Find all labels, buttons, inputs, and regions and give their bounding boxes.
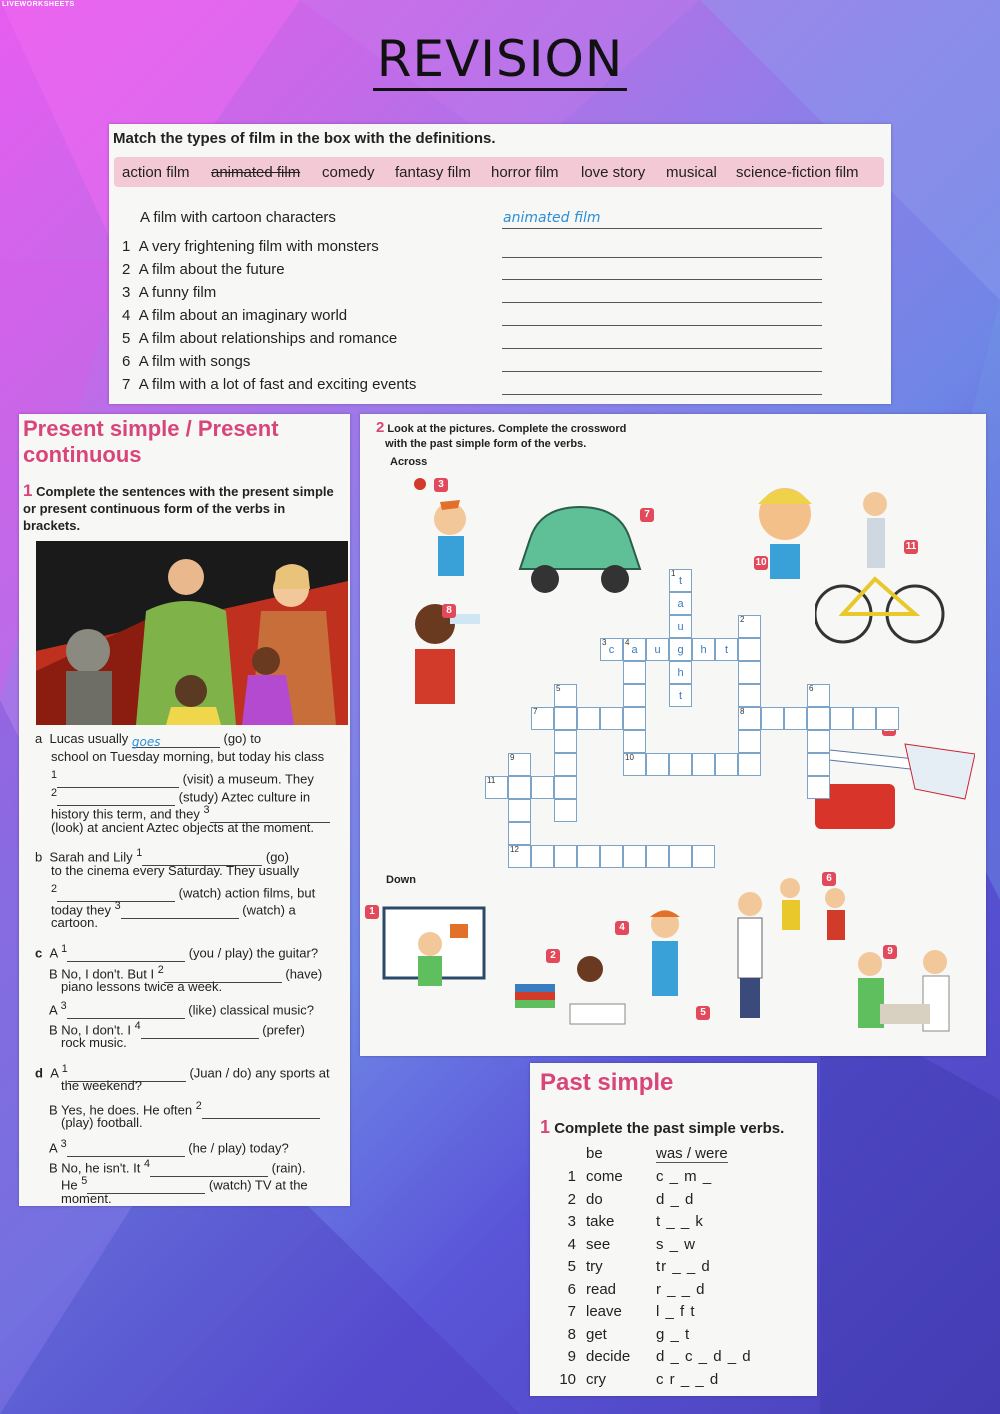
crossword-cell[interactable] [807, 753, 830, 776]
word-box-item: animated film [211, 164, 301, 181]
crossword-cell[interactable] [738, 638, 761, 661]
past-form-input[interactable]: c r _ _ d [656, 1370, 720, 1388]
crossword-cell[interactable] [738, 684, 761, 707]
past-form-input[interactable]: tr _ _ d [656, 1258, 711, 1275]
past-simple-exercise [530, 1063, 817, 1396]
crossword-cell[interactable] [646, 753, 669, 776]
page-title: REVISION [0, 30, 1000, 88]
clue-number: 11 [487, 776, 496, 785]
crossword-cell[interactable]: a [623, 638, 646, 661]
girl-eating-picture [630, 899, 700, 1009]
definition-2: 2 A film about the future [122, 261, 285, 278]
item-a-line1: a Lucas usually goes (go) to [35, 731, 262, 749]
word-box-item: comedy [322, 164, 375, 181]
clue-number: 2 [740, 615, 745, 624]
past-form-input[interactable]: l _ f t [656, 1303, 696, 1320]
crossword-cell[interactable] [508, 799, 531, 822]
crossword-cell[interactable] [554, 845, 577, 868]
item-a-line6: (look) at ancient Aztec objects at the moment. [51, 820, 315, 835]
item-a-line4: $^2$ (study) Aztec culture in [51, 787, 311, 805]
answer-input-5[interactable] [502, 348, 822, 349]
verb-row[interactable] [550, 1168, 810, 1190]
answer-input-1[interactable] [502, 257, 822, 258]
crossword-cell[interactable] [554, 799, 577, 822]
row-number: 1 [567, 1168, 576, 1185]
row-number: 7 [567, 1303, 576, 1320]
clue-number: 7 [533, 707, 538, 716]
definition-1: 1 A very frightening film with monsters [122, 238, 379, 255]
clue-number: 5 [556, 684, 561, 693]
crossword-cell[interactable] [577, 707, 600, 730]
verb-row[interactable] [550, 1281, 810, 1303]
crossword-cell[interactable] [600, 707, 623, 730]
base-verb: try [586, 1258, 603, 1275]
crossword-cell[interactable] [623, 707, 646, 730]
crossword-cell[interactable] [669, 845, 692, 868]
clue-number: 3 [602, 638, 607, 647]
verb-row[interactable] [550, 1191, 810, 1213]
example-row: be was / were [586, 1145, 728, 1162]
cyclist-picture [815, 484, 945, 654]
past-form-input[interactable]: c _ m _ [656, 1168, 713, 1185]
word-box-item: action film [122, 164, 190, 181]
crossword-exercise [360, 414, 986, 1056]
definition-4: 4 A film about an imaginary world [122, 307, 348, 324]
crossword-cell[interactable] [554, 753, 577, 776]
definition-5: 5 A film about relationships and romance [122, 330, 398, 347]
blank-input[interactable] [202, 1104, 320, 1119]
item-a-line2: school on Tuesday morning, but today his class [51, 749, 325, 764]
answer-input-4[interactable] [502, 325, 822, 326]
crossword-cell[interactable]: g [669, 638, 692, 661]
crossword-cell[interactable]: c [600, 638, 623, 661]
example-answer: animated film [503, 210, 601, 226]
answer-input-6[interactable] [502, 371, 822, 372]
picture-number: 9 [883, 945, 897, 959]
crossword-cell[interactable] [531, 776, 554, 799]
crossword-cell[interactable]: t [669, 569, 692, 592]
crossword-cell[interactable]: u [646, 638, 669, 661]
answer-input-2[interactable] [502, 279, 822, 280]
item-d-line5: A $^3$ (he / play) today? [49, 1138, 289, 1156]
row-number: 8 [567, 1325, 576, 1343]
verb-row[interactable] [550, 1236, 810, 1258]
boy-drinking-picture [390, 594, 490, 714]
word-box-item: horror film [491, 164, 559, 181]
word-box-item: fantasy film [395, 164, 471, 181]
crossword-cell[interactable]: a [669, 592, 692, 615]
film-instruction: Match the types of film in the box with the definitions. [113, 130, 496, 147]
picture-number: 2 [546, 949, 560, 963]
crossword-cell[interactable] [623, 845, 646, 868]
item-d-line7: He $^5$ (watch) TV at the [61, 1175, 308, 1193]
present-tenses-exercise [19, 414, 350, 1206]
crossword-cell[interactable]: t [715, 638, 738, 661]
row-number: 4 [567, 1235, 576, 1253]
row-number: 9 [567, 1348, 576, 1365]
row-number: 10 [559, 1370, 576, 1388]
clue-number: 6 [809, 684, 814, 693]
word-box-item: science-fiction film [736, 164, 859, 181]
museum-illustration [36, 541, 348, 725]
verb-row[interactable] [550, 1371, 810, 1393]
item-c-line4: A $^3$ (like) classical music? [49, 1000, 314, 1018]
past-form-input[interactable]: g _ t [656, 1325, 691, 1343]
picture-number: 4 [615, 921, 629, 935]
item-c-line5: B No, I don't. I $^4$ (prefer) [49, 1020, 305, 1038]
base-verb: take [586, 1213, 615, 1230]
picture-number: 8 [442, 604, 456, 618]
base-verb: come [586, 1168, 623, 1185]
studying-picture [510, 944, 630, 1034]
picture-number: 7 [640, 508, 654, 522]
across-label: Across [390, 456, 428, 468]
present-instruction: 1 Complete the sentences with the present simple or present continuous form of the verbs in brackets. [23, 481, 334, 533]
crossword-cell[interactable] [554, 730, 577, 753]
example-definition: A film with cartoon characters [140, 209, 336, 226]
base-verb: see [586, 1235, 611, 1253]
past-instruction: 1 Complete the past simple verbs. [540, 1117, 785, 1137]
crossword-cell[interactable] [738, 661, 761, 684]
picture-number: 5 [696, 1006, 710, 1020]
verb-row[interactable] [550, 1303, 810, 1325]
base-verb: do [586, 1190, 603, 1208]
film-word-box [114, 157, 884, 187]
crossword-cell[interactable] [715, 753, 738, 776]
crossword-cell[interactable] [600, 845, 623, 868]
car-picture [510, 499, 650, 614]
brand-logo: LIVEWORKSHEETS [2, 1, 75, 8]
crossword-cell[interactable] [830, 707, 853, 730]
crossword-cell[interactable]: t [669, 684, 692, 707]
row-number: 2 [567, 1190, 576, 1208]
base-verb: cry [586, 1370, 606, 1388]
base-verb: leave [586, 1303, 622, 1320]
item-d-line1: d A $^1$ (Juan / do) any sports at [35, 1063, 330, 1081]
blank-input[interactable] [121, 904, 239, 919]
clue-number: 1 [671, 569, 676, 578]
answer-line [502, 228, 822, 229]
item-d-line8: moment. [61, 1191, 112, 1206]
crossword-cell[interactable] [876, 707, 899, 730]
section-heading: Present simple / Present continuous [23, 416, 279, 467]
row-number: 5 [567, 1258, 576, 1275]
crossword-cell[interactable] [853, 707, 876, 730]
verb-row[interactable] [550, 1348, 810, 1370]
crossword-cell[interactable] [554, 776, 577, 799]
item-c-line2: B No, I don't. But I $^2$ (have) [49, 964, 323, 982]
past-form-input[interactable]: d _ d [656, 1190, 695, 1208]
item-d-line2: the weekend? [61, 1078, 142, 1093]
crossword-cell[interactable] [807, 707, 830, 730]
crossword-cell[interactable] [807, 730, 830, 753]
verb-row[interactable] [550, 1326, 810, 1348]
crossword-cell[interactable] [577, 845, 600, 868]
base-verb: decide [586, 1348, 631, 1365]
crossword-cell[interactable] [531, 845, 554, 868]
base-verb: get [586, 1325, 607, 1343]
item-b-line1: b Sarah and Lily $^1$ (go) [35, 847, 289, 865]
item-a-line5: history this term, and they $^3$ [51, 801, 330, 823]
item-a-line3: $^1$ (visit) a museum. They [51, 769, 314, 787]
definition-3: 3 A funny film [122, 284, 217, 301]
crossword-cell[interactable] [669, 753, 692, 776]
clue-number: 9 [510, 753, 515, 762]
clue-number: 12 [510, 845, 519, 854]
clue-number: 10 [625, 753, 634, 762]
picture-number: 6 [822, 872, 836, 886]
verb-row[interactable] [550, 1258, 810, 1280]
picture-number: 11 [905, 541, 917, 552]
film-types-exercise [109, 124, 891, 404]
definition-6: 6 A film with songs [122, 353, 251, 370]
past-form-input[interactable]: r _ _ d [656, 1280, 706, 1298]
crossword-cell[interactable] [623, 684, 646, 707]
verb-row[interactable] [550, 1213, 810, 1235]
crossword-cell[interactable] [738, 730, 761, 753]
crossword-cell[interactable] [508, 822, 531, 845]
down-label: Down [386, 874, 416, 886]
crossword-instruction: 2 Look at the pictures. Complete the crossword with the past simple form of the verbs. [376, 419, 627, 450]
item-c-line1: c A $^1$ (you / play) the guitar? [35, 943, 319, 961]
picture-number: 10 [755, 557, 767, 568]
item-d-line4: (play) football. [61, 1115, 143, 1130]
base-verb: read [586, 1280, 617, 1298]
item-d-line6: B No, he isn't. It $^4$ (rain). [49, 1158, 306, 1176]
definition-7: 7 A film with a lot of fast and exciting events [122, 376, 417, 393]
item-d-line3: B Yes, he does. He often $^2$ [49, 1097, 320, 1119]
crossword-cell[interactable]: u [669, 615, 692, 638]
word-box-item: musical [666, 164, 717, 181]
crossword-cell[interactable] [692, 845, 715, 868]
teacher-picture [380, 904, 490, 1004]
item-c-line6: rock music. [61, 1035, 127, 1050]
past-form-input[interactable]: t _ _ k [656, 1213, 704, 1230]
past-form-input[interactable]: s _ w [656, 1235, 697, 1253]
crossword-cell[interactable] [692, 753, 715, 776]
picture-number: 3 [434, 478, 448, 492]
section-heading: Past simple [540, 1069, 674, 1096]
clue-number: 4 [625, 638, 630, 647]
clue-number: 8 [740, 707, 745, 716]
crossword-cell[interactable] [623, 730, 646, 753]
crossword-cell[interactable] [761, 707, 784, 730]
crossword-cell[interactable] [807, 776, 830, 799]
doctor-picture [840, 944, 970, 1044]
picture-number: 1 [365, 905, 379, 919]
crossword-cell[interactable] [646, 845, 669, 868]
crossword-cell[interactable] [554, 707, 577, 730]
crossword-cell[interactable] [738, 753, 761, 776]
crossword-cell[interactable] [784, 707, 807, 730]
item-c-line3: piano lessons twice a week. [61, 979, 223, 994]
past-form-input[interactable]: d _ c _ d _ d [656, 1348, 752, 1365]
word-box-item: love story [581, 164, 646, 181]
crossword-cell[interactable]: h [692, 638, 715, 661]
row-number: 3 [567, 1213, 576, 1230]
crossword-cell[interactable] [623, 661, 646, 684]
transport-picture [815, 729, 975, 839]
item-b-line5: cartoon. [51, 915, 98, 930]
answer-input-7[interactable] [502, 394, 822, 395]
answer-goes: goes [132, 733, 220, 748]
crossword-cell[interactable]: h [669, 661, 692, 684]
item-b-line2: to the cinema every Saturday. They usually [51, 863, 300, 878]
crossword-cell[interactable] [508, 776, 531, 799]
row-number: 6 [567, 1280, 576, 1298]
blank-input[interactable] [141, 1024, 259, 1039]
answer-input-3[interactable] [502, 302, 822, 303]
item-b-line3: $^2$ (watch) action films, but [51, 883, 316, 901]
item-b-line4: today they $^3$ (watch) a [51, 900, 296, 918]
